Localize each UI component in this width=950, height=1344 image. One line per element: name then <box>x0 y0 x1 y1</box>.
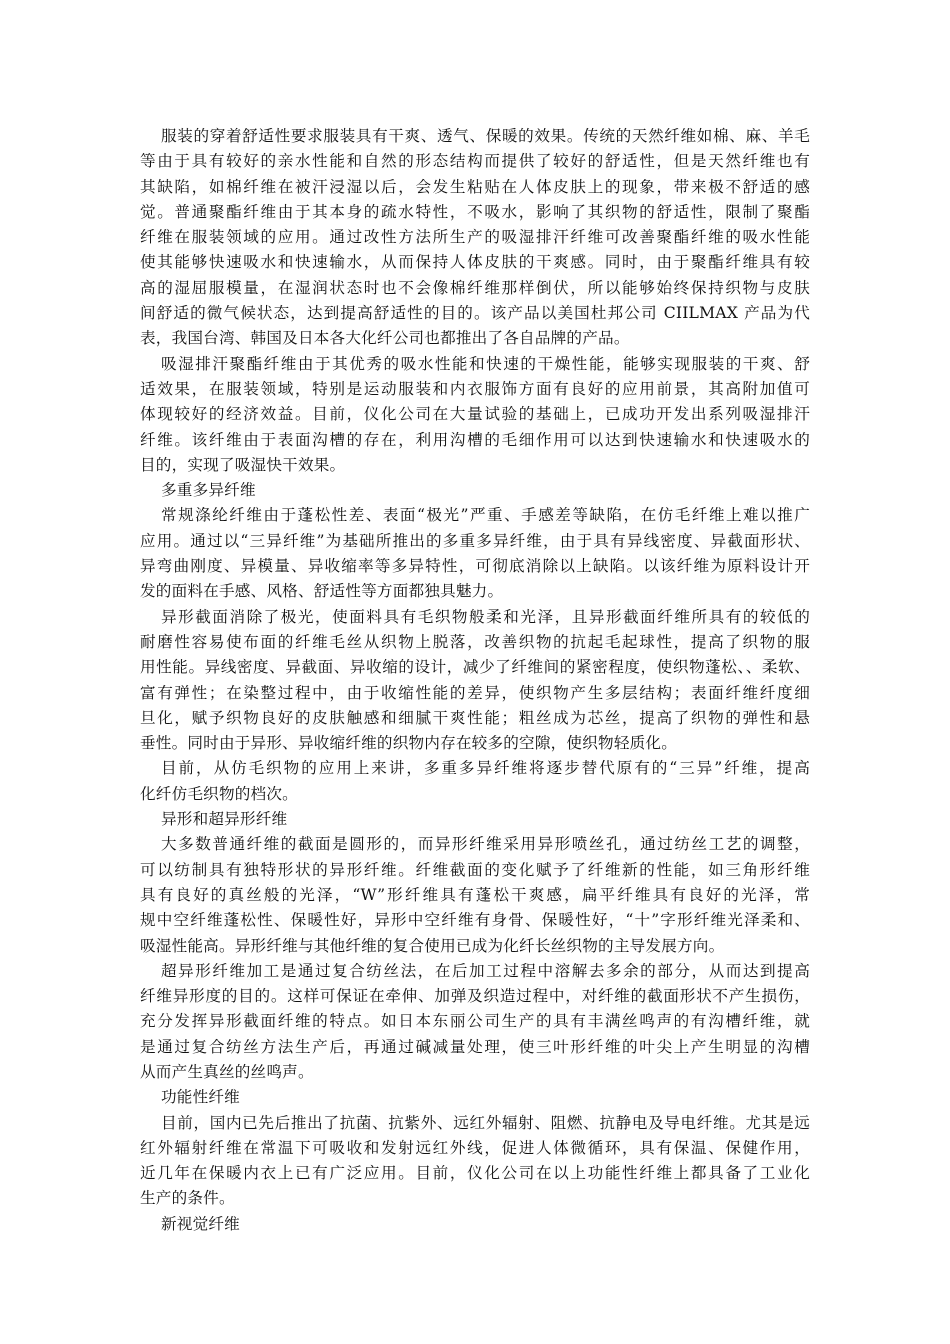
text-line: 耐磨性容易使布面的纤维毛丝从织物上脱落，改善织物的抗起毛起球性，提高了织物的服 <box>140 632 810 651</box>
text-line: 新视觉纤维 <box>161 1214 240 1233</box>
text-line: 应用。通过以“三异纤维”为基础所推出的多重多异纤维，由于具有异线密度、异截面形状、 <box>140 531 810 550</box>
text-line: 充分发挥异形截面纤维的特点。如日本东丽公司生产的具有丰满丝鸣声的有沟槽纤维，就 <box>140 1012 810 1031</box>
text-line: 间舒适的微气候状态，达到提高舒适性的目的。该产品以美国杜邦公司 CIILMAX 产品为代 <box>140 304 810 323</box>
document-page <box>140 124 810 1237</box>
text-line: 适效果，在服装领域，特别是运动服装和内衣服饰方面有良好的应用前景，其高附加值可 <box>140 379 810 398</box>
text-line: 规中空纤维蓬松性、保暖性好，异形中空纤维有身骨、保暖性好，“十”字形纤维光泽柔和、 <box>140 911 810 930</box>
text-line: 其缺陷，如棉纤维在被汗浸湿以后，会发生粘贴在人体皮肤上的现象，带来极不舒适的感 <box>140 177 810 196</box>
text-line: 是通过复合纺丝方法生产后，再通过碱减量处理，使三叶形纤维的叶尖上产生明显的沟槽 <box>140 1037 810 1056</box>
text-line: 具有良好的真丝般的光泽，“W”形纤维具有蓬松干爽感，扁平纤维具有良好的光泽，常 <box>140 885 810 904</box>
text-line: 红外辐射纤维在常温下可吸收和发射远红外线，促进人体微循环，具有保温、保健作用， <box>140 1138 810 1157</box>
text-line: 近几年在保暖内衣上已有广泛应用。目前，仪化公司在以上功能性纤维上都具备了工业化 <box>140 1164 810 1183</box>
text-line: 纤维在服装领域的应用。通过改性方法所生产的吸湿排汗纤维可改善聚酯纤维的吸水性能 <box>140 228 810 247</box>
text-line: 大多数普通纤维的截面是圆形的，而异形纤维采用异形喷丝孔，通过纺丝工艺的调整， <box>161 835 810 854</box>
text-line: 纤维。该纤维由于表面沟槽的存在，利用沟槽的毛细作用可以达到快速输水和快速吸水的 <box>140 430 810 449</box>
text-line: 发的面料在手感、风格、舒适性等方面都独具魅力。 <box>140 582 504 601</box>
text-line: 富有弹性；在染整过程中，由于收缩性能的差异，使织物产生多层结构；表面纤维纤度细 <box>140 683 810 702</box>
text-line: 体现较好的经济效益。目前，仪化公司在大量试验的基础上，已成功开发出系列吸湿排汗 <box>140 405 810 424</box>
text-line: 可以纺制具有独特形状的异形纤维。纤维截面的变化赋予了纤维新的性能，如三角形纤维 <box>140 860 810 879</box>
text-line: 吸湿性能高。异形纤维与其他纤维的复合使用已成为化纤长丝织物的主导发展方向。 <box>140 936 725 955</box>
text-line: 等由于具有较好的亲水性能和自然的形态结构而提供了较好的舒适性，但是天然纤维也有 <box>140 152 810 171</box>
text-line: 从而产生真丝的丝鸣声。 <box>140 1062 314 1081</box>
text-line: 目前，从仿毛织物的应用上来讲，多重多异纤维将逐步替代原有的“三异”纤维，提高 <box>161 759 810 778</box>
text-line: 异形截面消除了极光，使面料具有毛织物般柔和光泽，且异形截面纤维所具有的较低的 <box>161 607 810 626</box>
text-line: 觉。普通聚酯纤维由于其本身的疏水特性，不吸水，影响了其织物的舒适性，限制了聚酯 <box>140 202 810 221</box>
text-line: 服装的穿着舒适性要求服装具有干爽、透气、保暖的效果。传统的天然纤维如棉、麻、羊毛 <box>161 127 810 145</box>
text-line: 生产的条件。 <box>140 1189 235 1208</box>
text-line: 使其能够快速吸水和快速输水，从而保持人体皮肤的干爽感。同时，由于聚酯纤维具有较 <box>140 253 810 272</box>
text-line: 目的，实现了吸湿快干效果。 <box>140 455 346 474</box>
text-line: 常规涤纶纤维由于蓬松性差、表面“极光”严重、手感差等缺陷，在仿毛纤维上难以推广 <box>161 506 810 525</box>
text-line: 表，我国台湾、韩国及日本各大化纤公司也都推出了各自品牌的产品。 <box>140 329 630 348</box>
text-line: 吸湿排汗聚酯纤维由于其优秀的吸水性能和快速的干燥性能，能够实现服装的干爽、舒 <box>161 354 810 373</box>
text-line: 旦化，赋予织物良好的皮肤触感和细腻干爽性能；粗丝成为芯丝，提高了织物的弹性和悬 <box>140 708 810 727</box>
text-line: 超异形纤维加工是通过复合纺丝法，在后加工过程中溶解去多余的部分，从而达到提高 <box>161 961 810 980</box>
text-line: 高的湿屈服模量，在湿润状态时也不会像棉纤维那样倒伏，所以能够始终保持织物与皮肤 <box>140 278 810 297</box>
text-line: 功能性纤维 <box>161 1088 240 1107</box>
text-line: 异弯曲刚度、异模量、异收缩率等多异特性，可彻底消除以上缺陷。以该纤维为原料设计开 <box>140 557 810 576</box>
text-line: 异形和超异形纤维 <box>161 810 288 829</box>
text-line: 目前，国内已先后推出了抗菌、抗紫外、远红外辐射、阻燃、抗静电及导电纤维。尤其是远 <box>161 1113 810 1132</box>
text-line: 垂性。同时由于异形、异收缩纤维的织物内存在较多的空隙，使织物轻质化。 <box>140 734 677 753</box>
text-line: 多重多异纤维 <box>161 481 256 500</box>
text-line: 用性能。异线密度、异截面、异收缩的设计，减少了纤维间的紧密程度，使织物蓬松、、柔软、 <box>140 658 810 677</box>
text-line: 纤维异形度的目的。这样可保证在牵伸、加弹及织造过程中，对纤维的截面形状不产生损伤， <box>140 987 810 1006</box>
text-line: 化纤仿毛织物的档次。 <box>140 784 298 803</box>
